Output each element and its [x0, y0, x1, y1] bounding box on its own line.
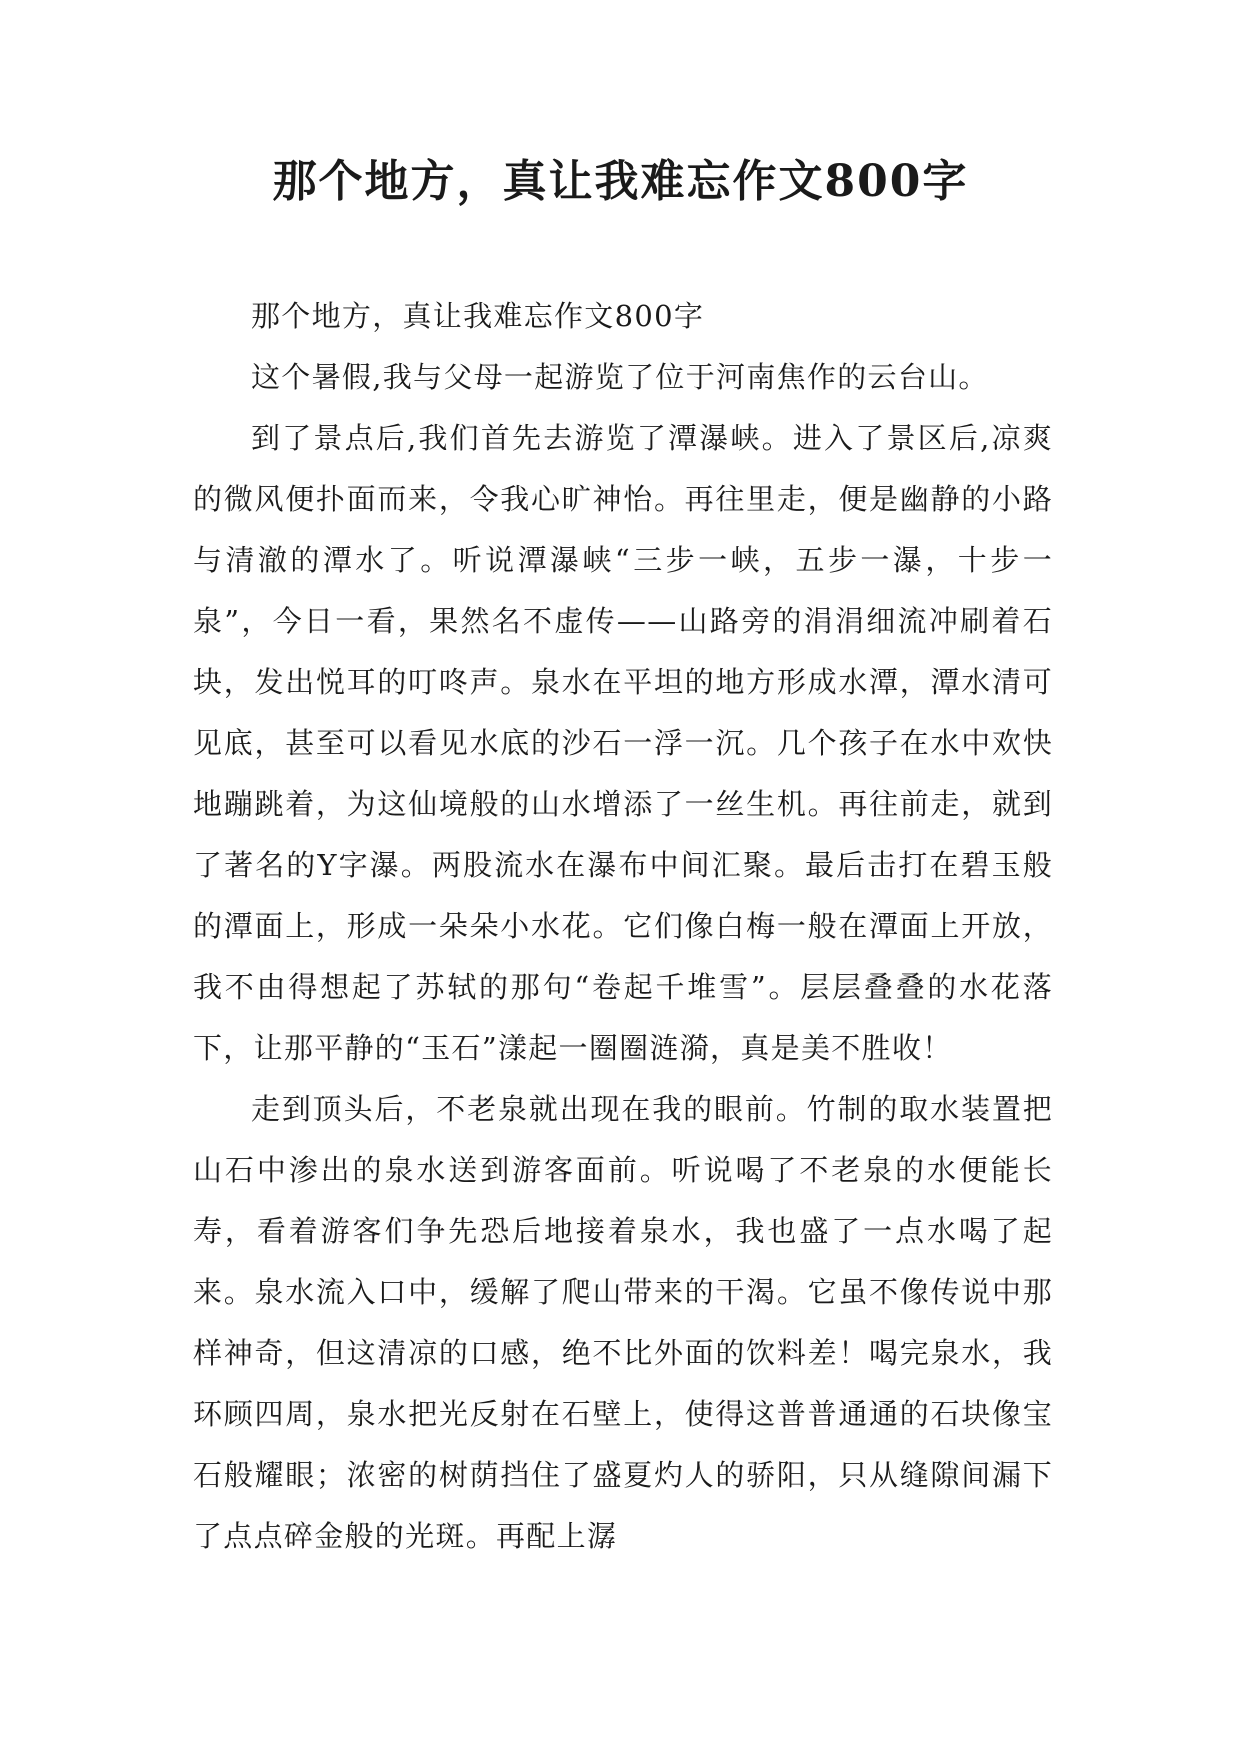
document-title: 那个地方，真让我难忘作文800字 [272, 156, 969, 207]
paragraph-subtitle: 那个地方，真让我难忘作文800字 [251, 299, 705, 333]
paragraph-intro: 这个暑假,我与父母一起游览了位于河南焦作的云台山。 [251, 360, 989, 394]
paragraph-tanpu-gorge: 到了景点后,我们首先去游览了潭瀑峡。进入了景区后,凉爽的微风便扑面而来，令我心旷神怡。再往里走，便是幽静的小路与清澈的潭水了。听说潭瀑峡“三步一峡，五步一瀑，十步一泉”，今日一看，果然名不虚传——山路旁的涓涓细流冲刷着石块，发出悦耳的叮咚声。泉水在平坦的地方形成水潭，潭水清可见底，甚至可以看见水底的沙石一浮一沉。几个孩子在水中欢快地蹦跳着，为这仙境般的山水增添了一丝生机。再往前走，就到了著名的Y字瀑。两股流水在瀑布中间汇聚。最后击打在碧玉般的潭面上，形成一朵朵小水花。它们像白梅一般在潭面上开放，我不由得想起了苏轼的那句“卷起千堆雪”。层层叠叠的水花落下，让那平静的“玉石”漾起一圈圈涟漪，真是美不胜收！ [193, 421, 1053, 1065]
document-body [193, 286, 1053, 1567]
paragraph-bulao-spring: 走到顶头后，不老泉就出现在我的眼前。竹制的取水装置把山石中渗出的泉水送到游客面前。听说喝了不老泉的水便能长寿，看着游客们争先恐后地接着泉水，我也盛了一点水喝了起来。泉水流入口中，缓解了爬山带来的干渴。它虽不像传说中那样神奇，但这清凉的口感，绝不比外面的饮料差！喝完泉水，我环顾四周，泉水把光反射在石壁上，使得这普普通通的石块像宝石般耀眼；浓密的树荫挡住了盛夏灼人的骄阳，只从缝隙间漏下了点点碎金般的光斑。再配上潺 [193, 1092, 1053, 1553]
